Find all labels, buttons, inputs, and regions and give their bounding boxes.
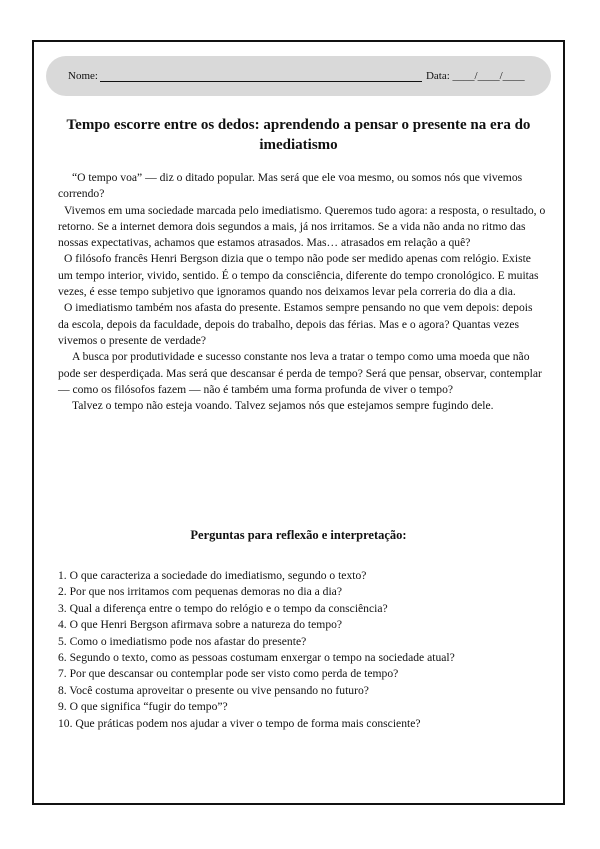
question-item: 8. Você costuma aproveitar o presente ou vive pensando no futuro? (58, 683, 369, 697)
name-blank-line (100, 71, 422, 82)
question-item: 1. O que caracteriza a sociedade do imediatismo, segundo o texto? (58, 569, 367, 582)
name-label: Nome: (68, 70, 98, 82)
reading-text (58, 170, 546, 414)
paragraph-2: Vivemos em uma sociedade marcada pelo imediatismo. Queremos tudo agora: a resposta, o resultado, o retorno. Se a internet demora dois segundos a mais, já nos irritamos. Se a vida não anda no ritmo das nossas expectativas, achamos que estamos atrasados. Mas… atrasados em relação a quê? (58, 203, 546, 250)
question-item: 2. Por que nos irritamos com pequenas demoras no dia a dia? (58, 585, 342, 599)
question-item: 4. O que Henri Bergson afirmava sobre a natureza do tempo? (58, 618, 343, 632)
question-item: 7. Por que descansar ou contemplar pode ser visto como perda de tempo? (58, 667, 399, 681)
question-item: 5. Como o imediatismo pode nos afastar do presente? (58, 634, 307, 648)
worksheet-page (32, 40, 565, 805)
questions-heading: Perguntas para reflexão e interpretação: (190, 528, 407, 542)
student-info-bar (46, 56, 551, 96)
question-item: 3. Qual a diferença entre o tempo do relógio e o tempo da consciência? (58, 601, 388, 615)
paragraph-6: Talvez o tempo não esteja voando. Talvez sejamos nós que estejamos sempre fugindo dele. (72, 399, 494, 413)
paragraph-1: “O tempo voa” — diz o ditado popular. Mas será que ele voa mesmo, ou somos nós que vivemos correndo? (58, 171, 523, 201)
question-item: 6. Segundo o texto, como as pessoas costumam enxergar o tempo na sociedade atual? (58, 651, 455, 665)
date-label: Data: ____/____/____ (425, 70, 525, 82)
paragraph-5: A busca por produtividade e sucesso constante nos leva a tratar o tempo como uma moeda que não pode ser desperdiçada. Mas será que descansar é perda de tempo? Será que pensar, observar, contemplar — como os filósofos fazem — não é também uma forma profunda de viver o tempo? (58, 350, 542, 396)
paragraph-4: O imediatismo também nos afasta do presente. Estamos sempre pensando no que vem depois: depois da escola, depois da faculdade, depois do trabalho, depois das férias. Mas e o agora? Quantas vezes vivemos o presente de verdade? (58, 301, 533, 347)
paragraph-3: O filósofo francês Henri Bergson dizia que o tempo não pode ser medido apenas com relógio. Existe um tempo interior, vivido, sentido. É o tempo da consciência, diferente do tempo cronológico. E muitas vezes, é esse tempo subjetivo que ignoramos quando nos deixamos levar pela correria do dia a dia. (58, 252, 539, 299)
questions-list (58, 568, 548, 732)
question-item: 10. Que práticas podem nos ajudar a viver o tempo de forma mais consciente? (58, 716, 421, 730)
question-item: 9. O que significa “fugir do tempo”? (58, 700, 228, 714)
worksheet-title: Tempo escorre entre os dedos: aprendendo a pensar o presente na era do imediatismo (66, 117, 531, 153)
